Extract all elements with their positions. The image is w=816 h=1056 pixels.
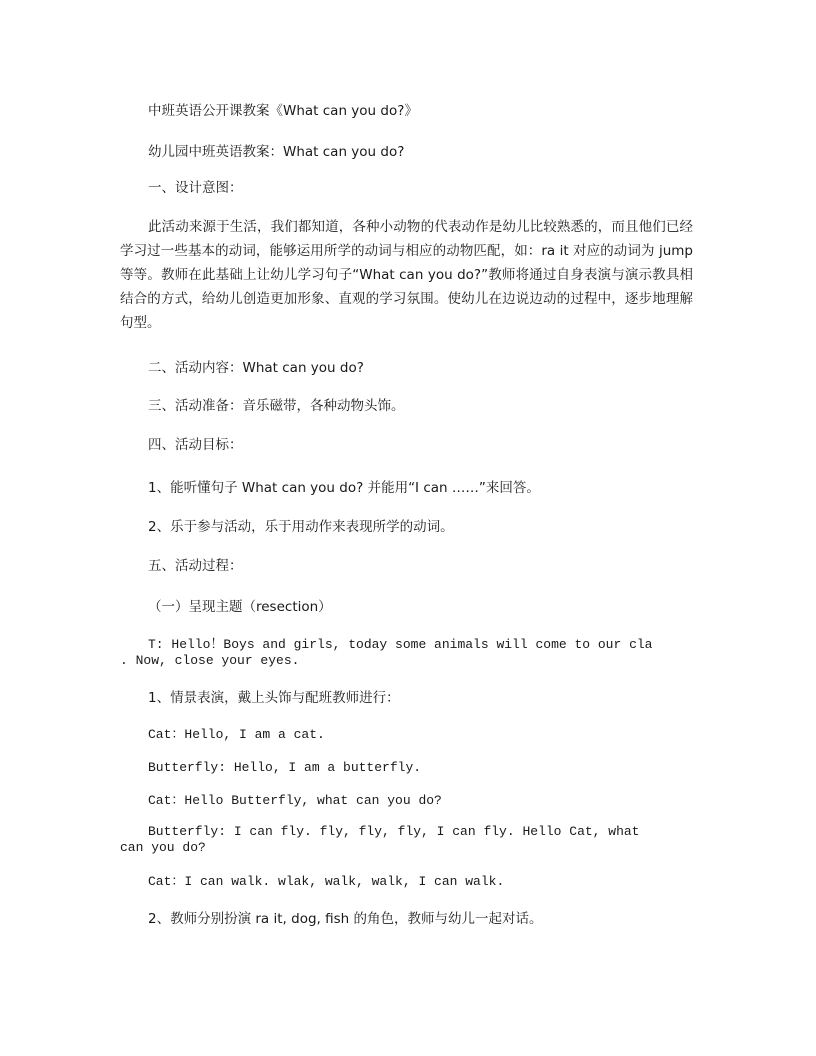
dialog-line-4b: can you do? bbox=[120, 840, 206, 855]
section-heading-process: 五、活动过程： bbox=[148, 558, 243, 574]
section-heading-design-intent: 一、设计意图： bbox=[148, 180, 243, 196]
step-heading-presentation: （一）呈现主题（resection） bbox=[148, 599, 332, 615]
roleplay-line: 2、教师分别扮演 ra it, dog, fish 的角色，教师与幼儿一起对话。 bbox=[148, 911, 543, 927]
dialog-line-2: Butterfly: Hello, I am a butterfly. bbox=[148, 760, 422, 775]
dialog-line-3: Cat：Hello Butterfly, what can you do? bbox=[148, 793, 442, 808]
dialog-line-1: Cat：Hello, I am a cat. bbox=[148, 727, 325, 742]
dialog-line-5: Cat：I can walk. wlak, walk, walk, I can walk. bbox=[148, 874, 505, 889]
document-subtitle: 幼儿园中班英语教案：What can you do? bbox=[148, 144, 405, 160]
dialog-line-4a: Butterfly: I can fly. fly, fly, fly, I can fly. Hello Cat, what bbox=[148, 824, 640, 839]
design-intent-paragraph: 此活动来源于生活，我们都知道，各种小动物的代表动作是幼儿比较熟悉的，而且他们已经学习过一些基本的动词，能够运用所学的动词与相应的动物匹配，如：ra it 对应的动词为 jump 等等。教师在此基础上让幼儿学习句子“What can you do?”教师将通过自身表演与演示教具相结合的方式，给幼儿创造更加形象、直观的学习氛围。使幼儿在边说边动的过程中，逐步地理解句型。 bbox=[120, 219, 693, 331]
activity-content-line: 二、活动内容：What can you do? bbox=[148, 360, 364, 376]
scene-heading: 1、情景表演，戴上头饰与配班教师进行： bbox=[148, 690, 400, 706]
goal-item-1: 1、能听懂句子 What can you do? 并能用“I can ……”来回答。 bbox=[148, 480, 540, 496]
teacher-line-1: T: Hello！Boys and girls, today some animals will come to our cla bbox=[148, 637, 653, 652]
section-heading-goals: 四、活动目标： bbox=[148, 437, 243, 453]
document-title: 中班英语公开课教案《What can you do?》 bbox=[148, 103, 418, 119]
activity-preparation-line: 三、活动准备：音乐磁带，各种动物头饰。 bbox=[148, 398, 405, 414]
goal-item-2: 2、乐于参与活动，乐于用动作来表现所学的动词。 bbox=[148, 519, 454, 535]
teacher-line-2: . Now, close your eyes. bbox=[120, 653, 300, 668]
